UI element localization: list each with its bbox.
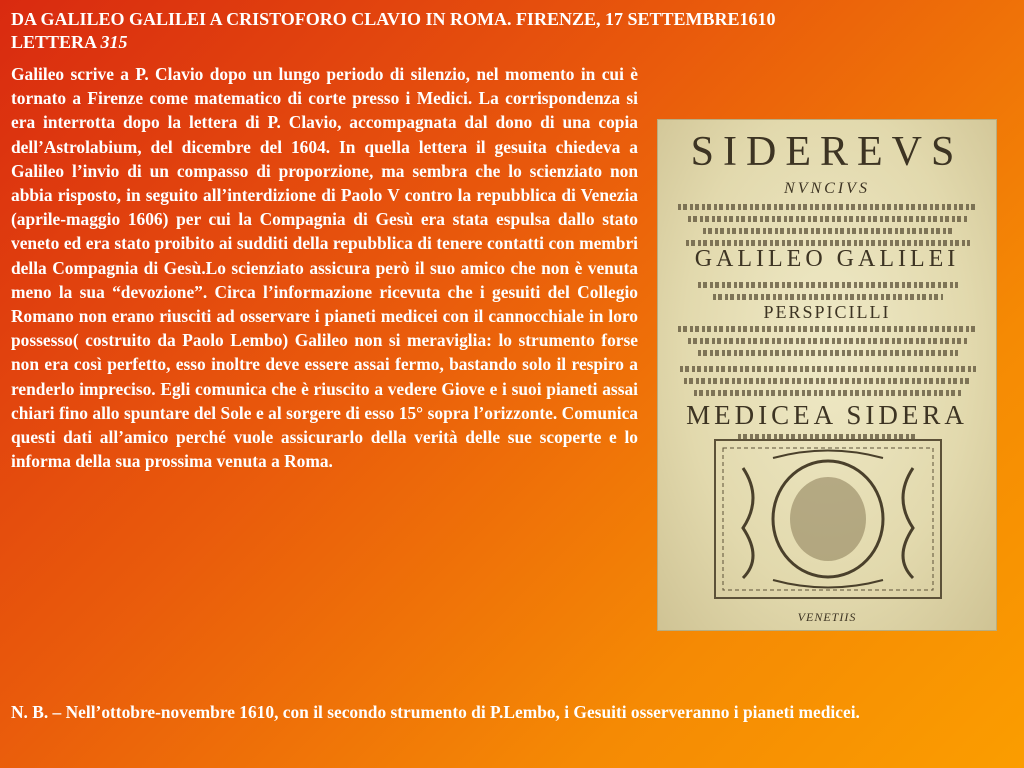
title-line-1: DA GALILEO GALILEI A CRISTOFORO CLAVIO IN ROMA. FIRENZE, 17 SETTEMBRE1610 — [11, 9, 776, 29]
frontispiece-printer-emblem-icon — [713, 438, 943, 600]
frontispiece-text-line — [688, 216, 968, 222]
frontispiece-text-line — [703, 228, 953, 234]
letter-summary-paragraph: Galileo scrive a P. Clavio dopo un lungo periodo di silenzio, nel momento in cui è tornato a Firenze come matematico di corte presso i Medici. La corrispondenza si era interrotta dopo la lettera di P. Clavio, accompagnata dal dono di una copia dell’Astrolabium, del dicembre del 1604. In quella lettera il gesuita chiedeva a Galileo l’invio di un compasso di proporzione, ma sembra che lo scienziato non abbia risposto, in seguito all’interdizione di Paolo V contro la repubblica di Venezia (aprile-maggio 1606) per cui la Compagnia di Gesù era stata espulsa dallo stato veneto ed era stato proibito ai sudditi della repubblica di tenere contatti con membri della Compagnia di Gesù.Lo scienziato assicura però il suo amico che non è venuta meno la sua “devozione”. Circa l’informazione ricevuta che i gesuiti del Collegio Romano non erano riusciti ad osservare i pianeti medicei con il cannocchiale in loro possesso( costruito da Paolo Lembo) Galileo non si meraviglia: lo strumento forse non era così perfetto, esso inoltre deve essere assai fermo, bastando solo il respiro a renderlo impreciso. Egli comunica che è riuscito a vedere Giove e i suoi pianeti assai chiari fino allo spuntare del Sole e al sorgere di esso 15° sopra l’orizzonte. Comunica questi dati all’amico perché vuole assicurarlo della verità delle sue scoperte e lo informa della sua prossima venuta a Roma. — [11, 64, 638, 472]
frontispiece-text-line — [694, 390, 962, 396]
frontispiece-text-line — [684, 378, 972, 384]
frontispiece-text-line — [680, 366, 976, 372]
title-letter-label: LETTERA — [11, 32, 101, 52]
title-letter-number: 315 — [100, 32, 128, 52]
slide-title — [11, 8, 1011, 54]
frontispiece-imprint: VENETIIS — [797, 610, 857, 624]
frontispiece-text-line — [698, 350, 958, 356]
frontispiece-text-line — [678, 204, 978, 210]
frontispiece-text-line — [688, 338, 968, 344]
frontispiece-text-line — [678, 326, 978, 332]
frontispiece-text-line — [698, 282, 958, 288]
frontispiece-medicea-sidera: MEDICEA SIDERA — [686, 400, 968, 430]
frontispiece-perspicilli: PERSPICILLI — [763, 302, 891, 322]
frontispiece-author: GALILEO GALILEI — [694, 246, 960, 272]
sidereus-nuncius-frontispiece-image — [657, 119, 997, 631]
frontispiece-title: SIDEREVS — [690, 129, 964, 175]
frontispiece-subtitle: NVNCIVS — [784, 180, 870, 197]
footnote-nb: N. B. – Nell’ottobre-novembre 1610, con il secondo strumento di P.Lembo, i Gesuiti osserveranno i pianeti medicei. — [11, 702, 860, 722]
frontispiece-text-line — [713, 294, 943, 300]
